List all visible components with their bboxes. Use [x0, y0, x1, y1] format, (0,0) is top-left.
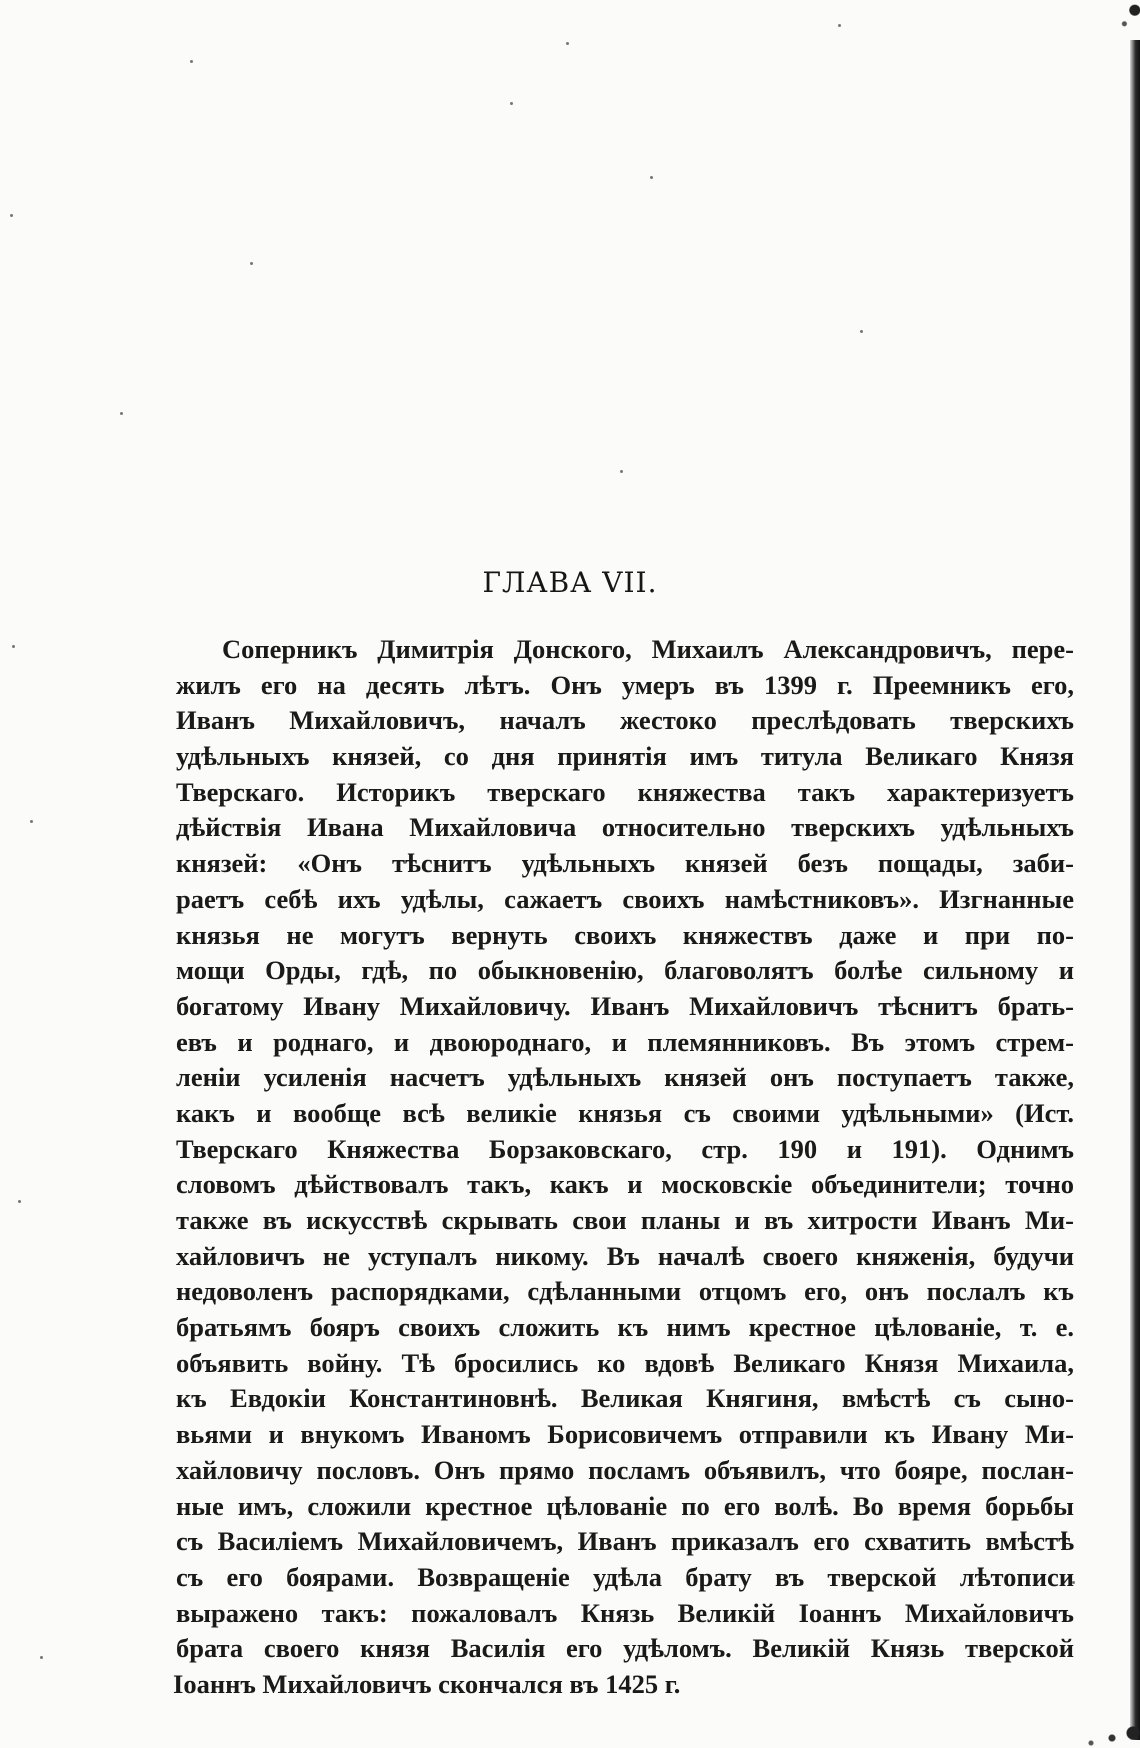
page-edge-shadow	[1130, 40, 1140, 1740]
dust-speck	[18, 1200, 21, 1203]
dust-speck	[510, 102, 513, 105]
chapter-paragraph	[173, 632, 1074, 1703]
text-line: Тверскаго Княжества Борзаковскаго, стр. 190 и 191). Однимъ	[176, 1133, 1074, 1164]
text-line: богатому Ивану Михайловичу. Иванъ Михайловичъ тѣснитъ брать-	[176, 990, 1074, 1021]
text-line: словомъ дѣйствовалъ такъ, какъ и московскіе объединители; точно	[176, 1169, 1074, 1200]
text-line: дѣйствія Ивана Михайловича относительно тверскихъ удѣльныхъ	[176, 812, 1074, 843]
chapter-heading: ГЛАВА VII.	[482, 566, 658, 599]
text-line: Иванъ Михайловичъ, началъ жестоко преслѣдовать тверскихъ	[176, 705, 1074, 736]
text-line: жилъ его на десять лѣтъ. Онъ умеръ въ 1399 г. Преемникъ его,	[176, 669, 1074, 700]
dust-speck	[620, 470, 623, 473]
text-line: мощи Орды, гдѣ, по обыкновенію, благоволятъ болѣе сильному и	[176, 955, 1074, 986]
scan-artifact-bottom	[1070, 1698, 1140, 1748]
text-line: братьямъ бояръ своихъ сложить къ нимъ крестное цѣлованіе, т. е.	[176, 1312, 1074, 1343]
text-line: къ Евдокіи Константиновнѣ. Великая Княгиня, вмѣстѣ съ сыно-	[176, 1383, 1074, 1414]
text-line-last: Іоаннъ Михайловичъ скончался въ 1425 г.	[173, 1668, 681, 1699]
text-line: объявить войну. Тѣ бросились ко вдовѣ Великаго Князя Михаила,	[176, 1347, 1074, 1378]
text-line: брата своего князя Василія его удѣломъ. Великій Князь тверской	[176, 1633, 1074, 1664]
text-line: съ Василіемъ Михайловичемъ, Иванъ приказалъ его схватить вмѣстѣ	[176, 1526, 1074, 1557]
dust-speck	[566, 42, 569, 45]
text-line: евъ и роднаго, и двоюроднаго, и племянниковъ. Въ этомъ стрем-	[176, 1026, 1074, 1057]
text-line: Тверскаго. Историкъ тверскаго княжества такъ характеризуетъ	[176, 776, 1074, 807]
dust-speck	[120, 412, 123, 415]
text-line: раетъ себѣ ихъ удѣлы, сажаетъ своихъ намѣстниковъ». Изгнанные	[176, 883, 1074, 914]
dust-speck	[10, 214, 13, 217]
text-line: удѣльныхъ князей, со дня принятія имъ титула Великаго Князя	[176, 741, 1074, 772]
dust-speck	[190, 60, 193, 63]
dust-speck	[40, 1656, 43, 1659]
dust-speck	[838, 24, 841, 27]
text-line: хайловичу пословъ. Онъ прямо посламъ объявилъ, что бояре, послан-	[176, 1454, 1074, 1485]
dust-speck	[650, 176, 653, 179]
text-line: выражено такъ: пожаловалъ Князь Великій Іоаннъ Михайловичъ	[176, 1597, 1074, 1628]
text-line: хайловичъ не уступалъ никому. Въ началѣ своего княженія, будучи	[176, 1240, 1074, 1271]
text-line: вьями и внукомъ Иваномъ Борисовичемъ отправили къ Ивану Ми-	[176, 1419, 1074, 1450]
scan-artifact-top	[1114, 0, 1140, 34]
dust-speck	[860, 330, 863, 333]
text-line: Соперникъ Димитрія Донского, Михаилъ Александровичъ, пере-	[222, 634, 1074, 664]
text-line: ные имъ, сложили крестное цѣлованіе по его волѣ. Во время борьбы	[176, 1490, 1074, 1521]
text-line: леніи усиленія насчетъ удѣльныхъ князей онъ поступаетъ также,	[176, 1062, 1074, 1093]
dust-speck	[250, 262, 253, 265]
dust-speck	[30, 820, 33, 823]
text-line: князья не могутъ вернуть своихъ княжествъ даже и при по-	[176, 919, 1074, 950]
text-line: недоволенъ распорядками, сдѣланными отцомъ его, онъ послалъ къ	[176, 1276, 1074, 1307]
text-line: также въ искусствѣ скрывать свои планы и въ хитрости Иванъ Ми-	[176, 1205, 1074, 1235]
dust-speck	[12, 645, 15, 648]
text-line: съ его боярами. Возвращеніе удѣла брату въ тверской лѣтописи	[176, 1561, 1074, 1592]
text-line: какъ и вообще всѣ великіе князья съ своими удѣльными» (Ист.	[176, 1097, 1074, 1128]
text-line: князей: «Онъ тѣснитъ удѣльныхъ князей безъ пощады, заби-	[176, 848, 1074, 879]
